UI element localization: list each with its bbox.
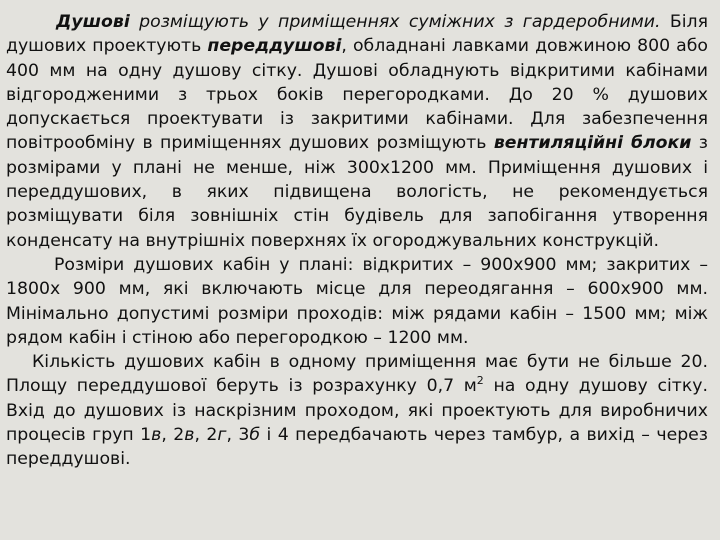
text-run: , обладнані лавками довжиною 800 або 400 мм на одну душову сітку. Душові обладнують відкритими кабінами відгородженими з трьох боків перегородками. До 20 % душових допускається проектувати із закритими кабінами. Для забезпечення повітрообміну в приміщеннях душових розміщують (6, 36, 708, 154)
paragraph-showers-placement (6, 10, 708, 253)
group-letter: г (217, 425, 227, 446)
paragraph-cabin-count (6, 350, 708, 471)
text-run: Кількість душових кабін в одному приміщення має бути не більше 20. Площу переддушової беруть із розрахунку 0,7 м (6, 352, 708, 397)
text-run: Розміри душових кабін у плані: відкритих – 900х900 мм; закритих – 1800х 900 мм, які включають місце для переодягання – 600х900 мм. Мінімально допустимі розміри проходів: між рядами кабін – 1500 мм; між рядом кабін і стіною або перегородкою – 1200 мм. (6, 254, 708, 348)
group-letter: в (151, 425, 162, 446)
document-page (6, 10, 708, 472)
text-run: з розмірами у плані не менше, ніж 300х1200 мм. Приміщення душових і переддушових, в яких підвищена вологість, не рекомендується розміщувати біля зовнішніх стін будівель для запобігання утворення конденсату на внутрішніх поверхнях їх огороджувальних конструкцій. (6, 133, 708, 251)
lead-sentence: розміщують у приміщеннях суміжних з гардеробними. (129, 12, 661, 32)
text-run: , 3 (226, 425, 250, 446)
text-run: на одну душову сітку. Вхід до душових із наскрізним проходом, які проектують для виробничих процесів груп 1 (6, 376, 708, 446)
group-letter: в (184, 425, 195, 446)
superscript: 2 (476, 374, 484, 388)
text-run: , 2 (161, 425, 185, 446)
group-letter: б (249, 425, 261, 446)
text-run: і 4 передбачають через тамбур, а вихід – через переддушові. (6, 425, 708, 470)
text-run: , 2 (194, 425, 218, 446)
paragraph-cabin-sizes (6, 253, 708, 350)
term-ventilation-blocks: вентиляційні блоки (493, 133, 692, 154)
text-run: Біля душових проектують (6, 12, 708, 57)
term-pre-shower: переддушові (207, 36, 342, 57)
term-showers: Душові (56, 12, 130, 32)
